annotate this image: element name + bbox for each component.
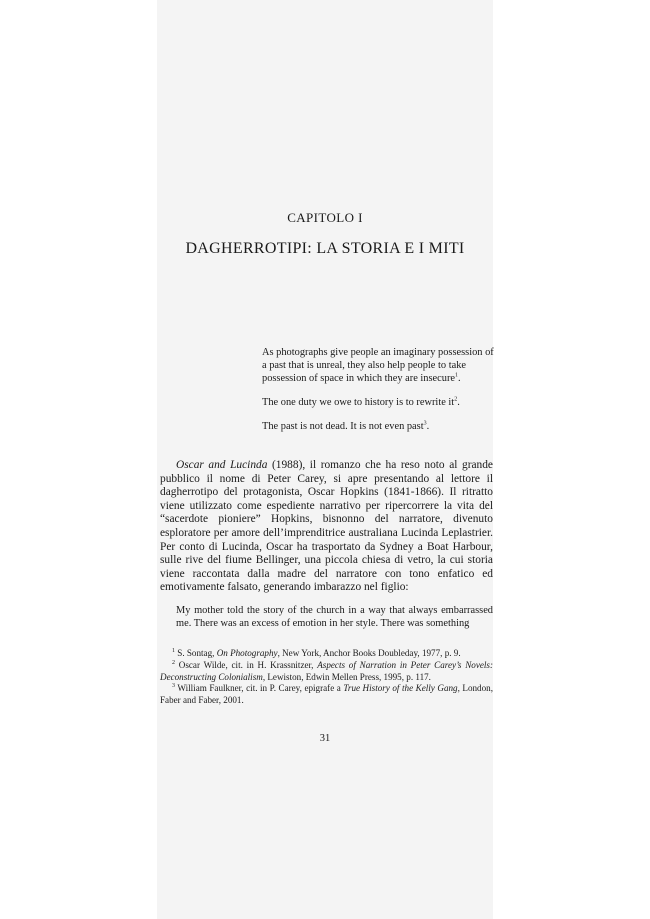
body-paragraph: [160, 459, 493, 595]
footnote: $^2$ Oscar Wilde, cit. in H. Krassnitzer, Aspects of Narration in Peter Carey’s Novels: Deconstructing Colonialism, Lewiston, Edwin Mellen Press, 1995, p. 117.: [160, 659, 494, 682]
footnote: $^1$ S. Sontag, On Photography, New York, Anchor Books Doubleday, 1977, p. 9.: [172, 647, 461, 658]
epigraph: As photographs give people an imaginary possession of a past that is unreal, they also help people to take possession of space in which they are insecure$^1$.: [262, 347, 494, 384]
block-quote: My mother told the story of the church in a way that always embarrassed me. There was an excess of emotion in her style. There was something: [176, 605, 493, 630]
novel-title: Oscar and Lucinda: [176, 459, 268, 471]
epigraph: The one duty we owe to history is to rewrite $it^2$.: [262, 396, 460, 408]
chapter-title: DAGHERROTIPI: LA STORIA E I MITI: [185, 240, 465, 257]
epigraphs: [262, 346, 494, 444]
body-text: (1988), il romanzo che ha reso noto al grande pubblico il nome di Peter Carey, si apre presentando al lettore il dagherrotipo del protagonista, Oscar Hopkins (1841-1866). Il ritratto viene utilizzato come espediente narrativo per ripercorrere la vita del “sacerdote pioniere” Hopkins, bisnonno del narratore, divenuto esploratore per amore dell’imprenditrice australiana Lucinda Leplastrier. Per conto di Lucinda, Oscar ha trasportato da Sydney a Boat Harbour, sulle rive del fiume Bellinger, una piccola chiesa di vetro, la cui storia viene raccontata dalla madre del narratore con tono enfatico ed emotivamente falsato, generando imbarazzo nel figlio:: [160, 459, 493, 594]
footnotes: [160, 648, 493, 707]
page-number: 31: [319, 733, 331, 744]
epigraph: The past is not dead. It is not even past$^3$.: [262, 420, 430, 432]
chapter-label: CAPITOLO I: [287, 210, 363, 225]
footnote: $^3$ William Faulkner, cit. in P. Carey, epigrafe a True History of the Kelly Gang, London, Faber and Faber, 2001.: [160, 683, 493, 706]
